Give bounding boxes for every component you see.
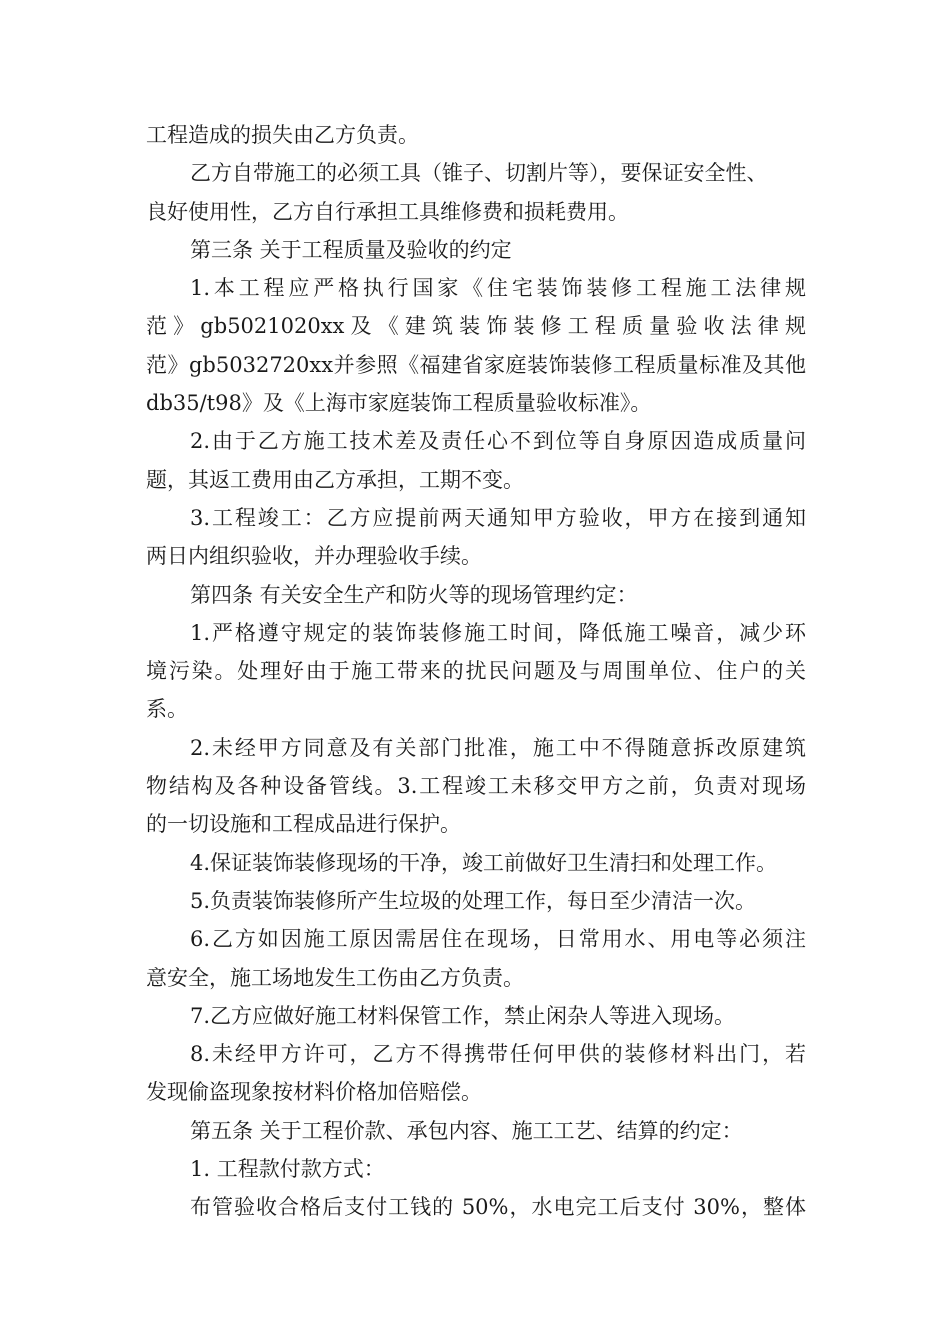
text-line: 系。 [146, 697, 188, 722]
text-line: 2.由于乙方施工技术差及责任心不到位等自身原因造成质量问 [190, 429, 806, 454]
text-line: 1.严格遵守规定的装饰装修施工时间，降低施工噪音，减少环 [190, 620, 806, 645]
text-line: 两日内组织验收，并办理验收手续。 [146, 544, 482, 569]
text-line: 境污染。处理好由于施工带来的扰民问题及与周围单位、住户的关 [146, 659, 806, 684]
text-line: db35/t98》及《上海市家庭装饰工程质量验收标准》。 [146, 391, 652, 416]
text-line: 发现偷盗现象按材料价格加倍赔偿。 [146, 1080, 482, 1105]
text-line: 2.未经甲方同意及有关部门批准，施工中不得随意拆改原建筑 [190, 735, 806, 760]
text-line: 8.未经甲方许可，乙方不得携带任何甲供的装修材料出门，若 [190, 1042, 806, 1067]
text-line: 4.保证装饰装修现场的干净，竣工前做好卫生清扫和处理工作。 [190, 850, 778, 875]
text-line: 的一切设施和工程成品进行保护。 [146, 812, 461, 837]
text-line: 物结构及各种设备管线。3.工程竣工未移交甲方之前，负责对现场 [146, 774, 806, 799]
text-line: 1.本工程应严格执行国家《住宅装饰装修工程施工法律规 [190, 276, 806, 301]
text-line: 工程造成的损失由乙方负责。 [146, 123, 419, 147]
text-line: 6.乙方如因施工原因需居住在现场，日常用水、用电等必须注 [190, 927, 806, 952]
text-line: 题，其返工费用由乙方承担，工期不变。 [146, 467, 524, 492]
text-line: 乙方自带施工的必须工具（锥子、切割片等），要保证安全性、 [190, 161, 768, 186]
text-line: 范》gb5032720xx并参照《福建省家庭装饰装修工程质量标准及其他 [146, 352, 806, 377]
section-heading: 第四条 有关安全生产和防火等的现场管理约定： [190, 582, 638, 607]
text-line: 1. 工程款付款方式： [190, 1157, 385, 1182]
text-line: 3.工程竣工：乙方应提前两天通知甲方验收，甲方在接到通知 [190, 505, 806, 530]
text-line: 范》gb5021020xx及《建筑装饰装修工程质量验收法律规 [146, 314, 806, 339]
text-line: 5.负责装饰装修所产生垃圾的处理工作，每日至少清洁一次。 [190, 888, 757, 913]
text-line: 7.乙方应做好施工材料保管工作，禁止闲杂人等进入现场。 [190, 1003, 736, 1028]
section-heading: 第五条 关于工程价款、承包内容、施工工艺、结算的约定： [190, 1118, 743, 1143]
section-heading: 第三条 关于工程质量及验收的约定 [190, 237, 512, 262]
text-line: 良好使用性，乙方自行承担工具维修费和损耗费用。 [146, 199, 629, 224]
text-line: 布管验收合格后支付工钱的 50%，水电完工后支付 30%，整体 [190, 1195, 806, 1220]
text-line: 意安全，施工场地发生工伤由乙方负责。 [146, 965, 524, 990]
document-body [146, 116, 806, 1227]
